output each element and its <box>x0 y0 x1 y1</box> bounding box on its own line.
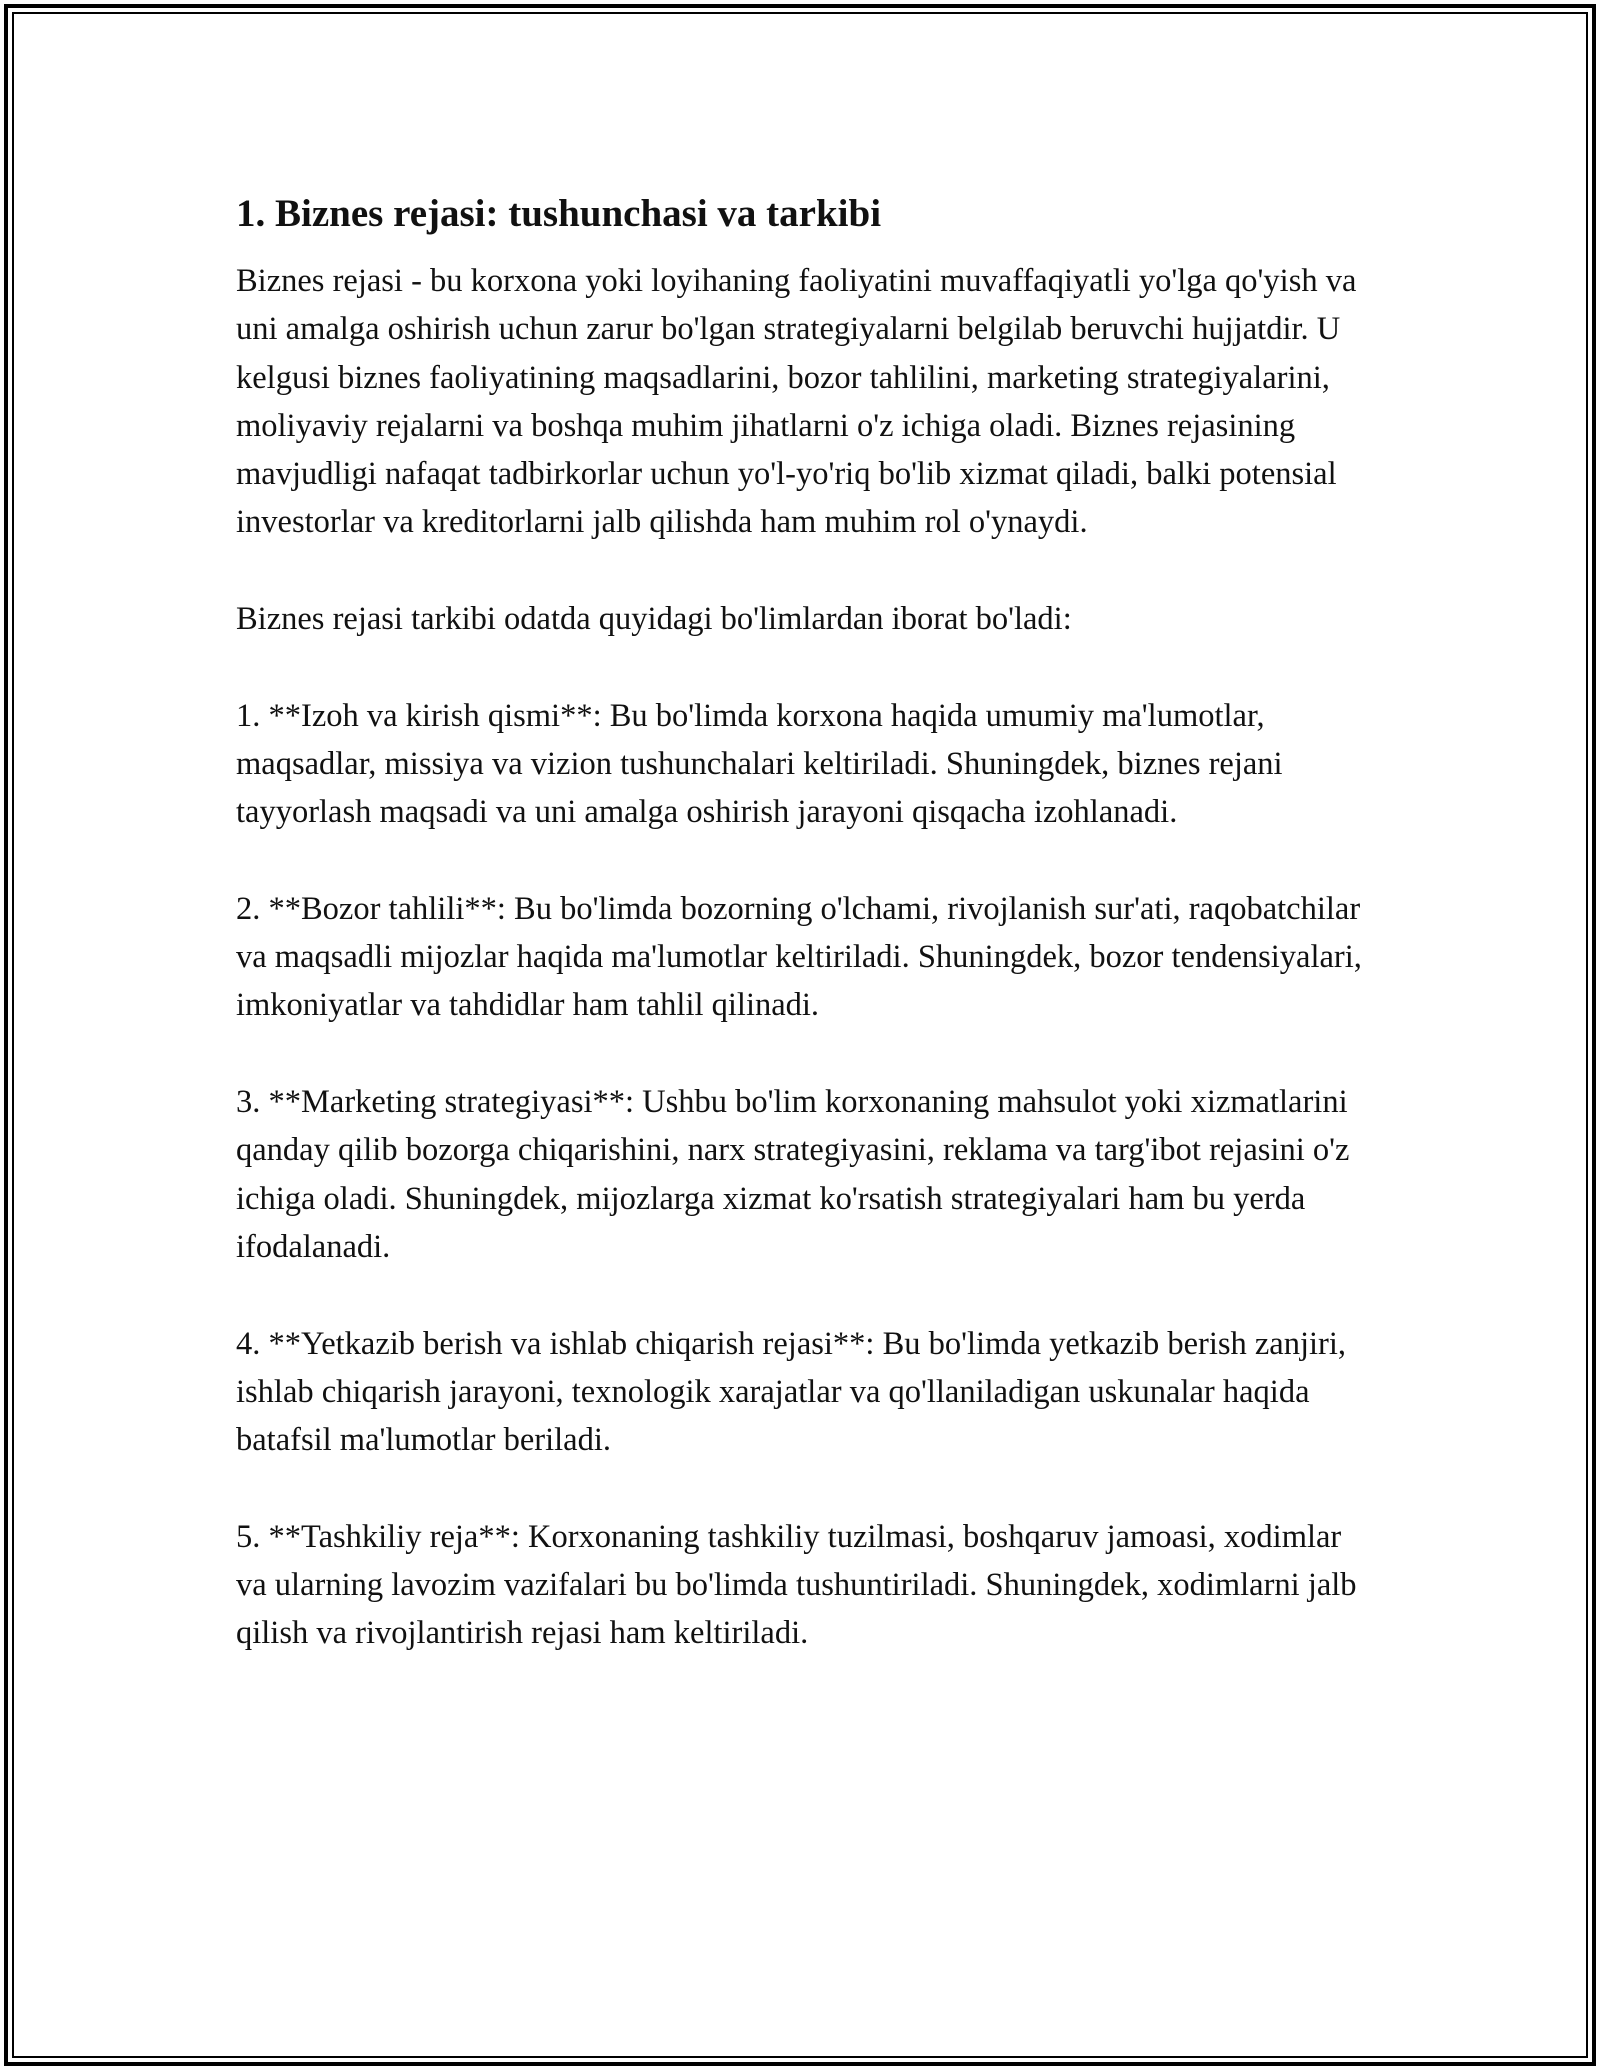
list-item-organizational-plan: 5. **Tashkiliy reja**: Korxonaning tashkiliy tuzilmasi, boshqaruv jamoasi, xodimlar va ularning lavozim vazifalari bu bo'limda tushuntiriladi. Shuningdek, xodimlarni jalb qilish va rivojlantirish rejasi ham keltiriladi. <box>236 1518 1357 1652</box>
list-item-introduction: 1. **Izoh va kirish qismi**: Bu bo'limda korxona haqida umumiy ma'lumotlar, maqsadlar, missiya va vizion tushunchalari keltiriladi. Shuningdek, biznes rejani tayyorlash maqsadi va uni amalga oshirish jarayoni qisqacha izohlanadi. <box>236 697 1283 831</box>
section-heading: 1. Biznes rejasi: tushunchasi va tarkibi <box>236 192 882 235</box>
list-item-marketing-strategy: 3. **Marketing strategiyasi**: Ushbu bo'lim korxonaning mahsulot yoki xizmatlarini qanday qilib bozorga chiqarishini, narx strategiyasini, reklama va targ'ibot rejasini o'z ichiga oladi. Shuningdek, mijozlarga xizmat ko'rsatish strategiyalari ham bu yerda ifodalanadi. <box>236 1084 1350 1265</box>
structure-intro-paragraph: Biznes rejasi tarkibi odatda quyidagi bo'limlardan iborat bo'ladi: <box>236 601 1072 638</box>
document-body <box>236 188 1366 1658</box>
list-item-market-analysis: 2. **Bozor tahlili**: Bu bo'limda bozorning o'lchami, rivojlanish sur'ati, raqobatchilar va maqsadli mijozlar haqida ma'lumotlar keltiriladi. Shuningdek, bozor tendensiyalari, imkoniyatlar va tahdidlar ham tahlil qilinadi. <box>236 890 1362 1024</box>
intro-paragraph: Biznes rejasi - bu korxona yoki loyihaning faoliyatini muvaffaqiyatli yo'lga qo'yish va uni amalga oshirish uchun zarur bo'lgan strategiyalarni belgilab beruvchi hujjatdir. U kelgusi biznes faoliyatining maqsadlarini, bozor tahlilini, marketing strategiyalarini, moliyaviy rejalarni va boshqa muhim jihatlarni o'z ichiga oladi. Biznes rejasining mavjudligi nafaqat tadbirkorlar uchun yo'l-yo'riq bo'lib xizmat qiladi, balki potensial investorlar va kreditorlarni jalb qilishda ham muhim rol o'ynaydi. <box>236 263 1357 541</box>
list-item-production-plan: 4. **Yetkazib berish va ishlab chiqarish rejasi**: Bu bo'limda yetkazib berish zanjiri, ishlab chiqarish jarayoni, texnologik xarajatlar va qo'llaniladigan uskunalar haqida batafsil ma'lumotlar beriladi. <box>236 1325 1347 1459</box>
